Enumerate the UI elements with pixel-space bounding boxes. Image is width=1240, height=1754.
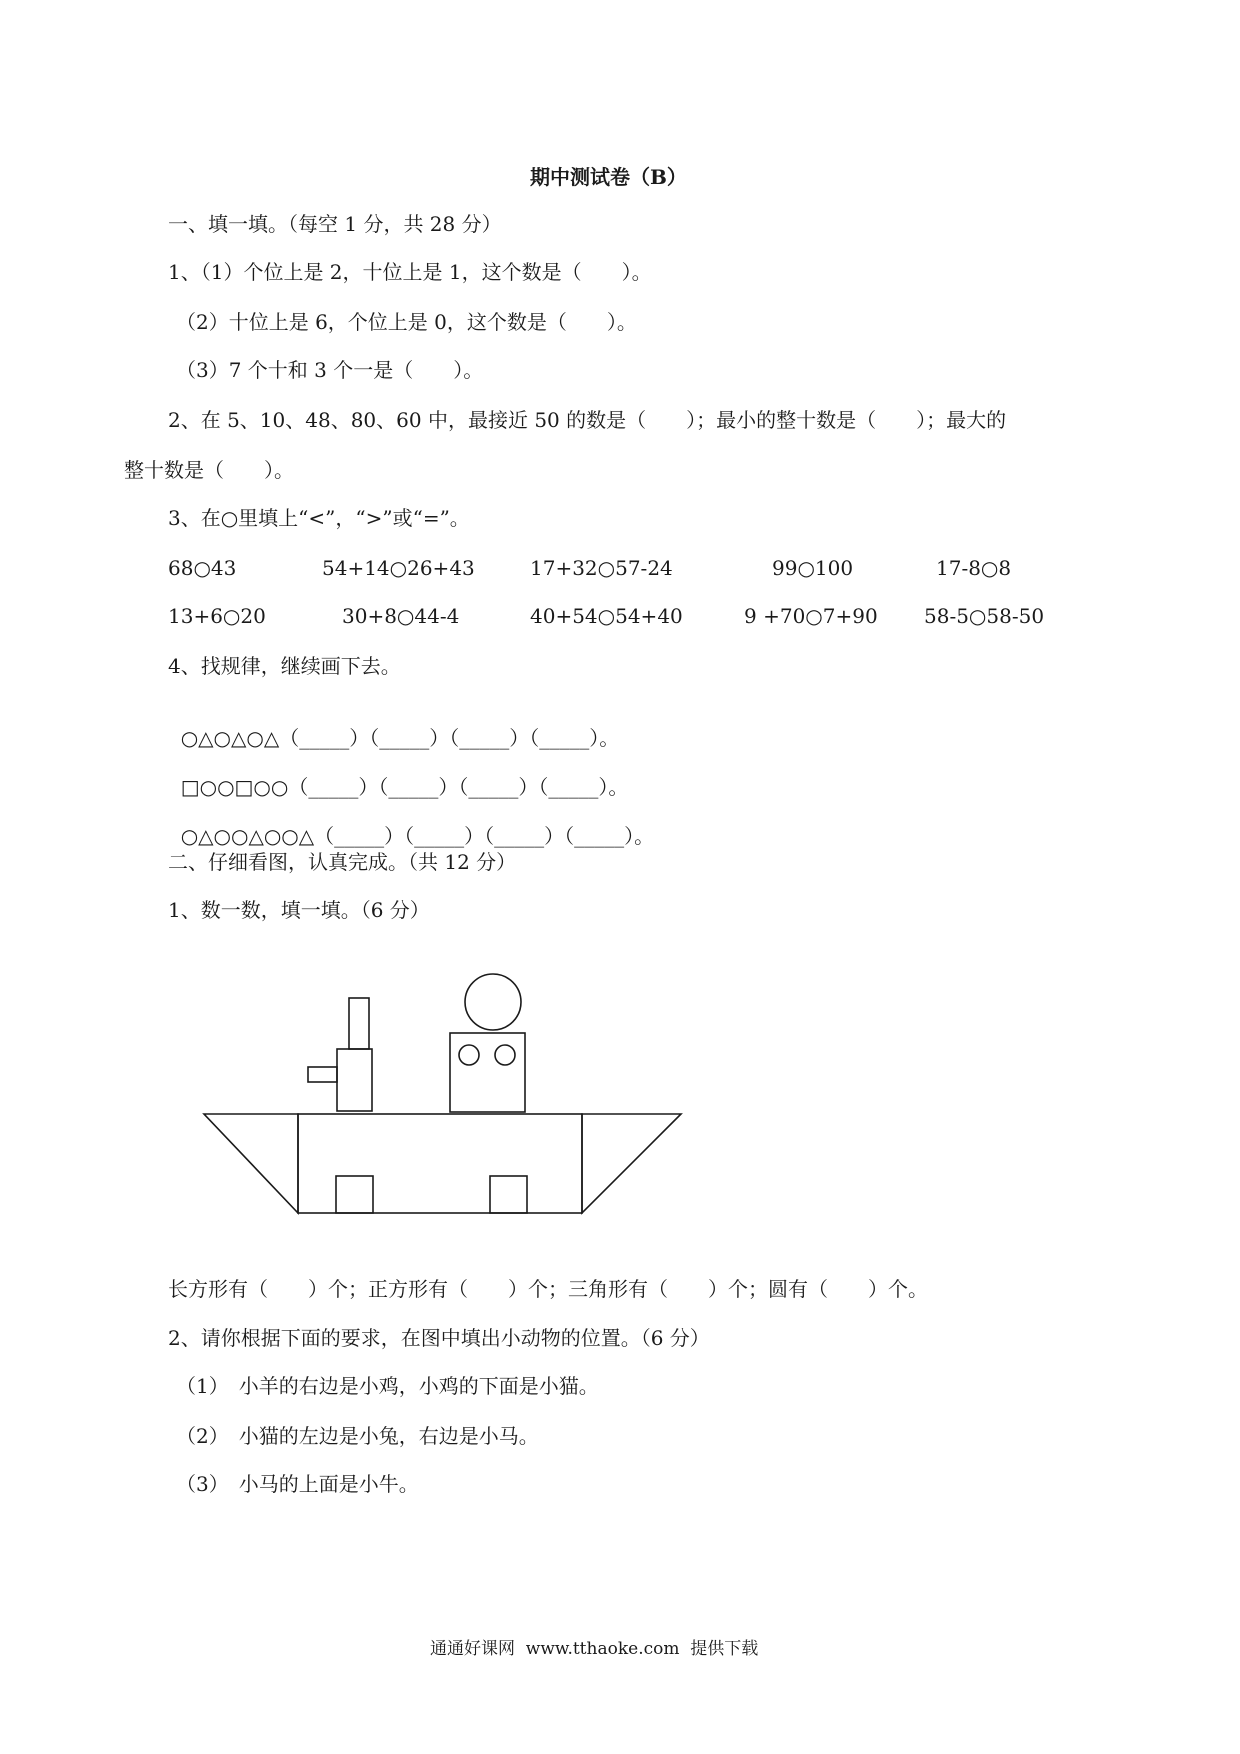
pattern-shapes: □○○□○○: [180, 775, 289, 799]
s2-q1-instruction: 1、数一数，填一填。（6 分）: [168, 898, 430, 922]
section-2-heading: 二、仔细看图，认真完成。（共 12 分）: [168, 850, 517, 874]
pattern-blank: （_____）: [378, 775, 459, 799]
s2-q2-item-1: （1） 小羊的右边是小鸡，小鸡的下面是小猫。: [176, 1374, 599, 1398]
q3-item: 68○43: [168, 556, 237, 580]
pattern-blank: （_____）: [449, 726, 530, 750]
pattern-blank: （_____）: [404, 824, 485, 848]
q4-instruction: 4、找规律，继续画下去。: [168, 654, 401, 678]
s2-q2-item-3: （3） 小马的上面是小牛。: [176, 1472, 419, 1496]
hull-triangle-right: [582, 1114, 681, 1213]
q1-part1: 1、（1）个位上是 2，十位上是 1，这个数是（ ）。: [168, 260, 652, 284]
door-square-left: [336, 1176, 373, 1213]
pattern-shapes: ○△○○△○○△: [180, 824, 315, 848]
pattern-end: 。: [599, 726, 620, 750]
q3-item: 40+54○54+40: [530, 604, 683, 628]
q3-item: 9 +70○7+90: [744, 604, 878, 628]
door-square-right: [490, 1176, 527, 1213]
cabin-rectangle: [450, 1033, 525, 1112]
q3-item: 99○100: [772, 556, 854, 580]
chimney-rectangle: [349, 998, 369, 1049]
q1-part3: （3）7 个十和 3 个一是（ ）。: [176, 358, 484, 382]
q3-item: 17+32○57-24: [530, 556, 673, 580]
q3-item: 30+8○44-4: [342, 604, 460, 628]
hull-rectangle: [298, 1114, 582, 1213]
footer-text: 通通好课网 www.tthaoke.com 提供下载: [430, 1639, 759, 1659]
q2-line1: 2、在 5、10、48、80、60 中，最接近 50 的数是（ ）；最小的整十数是（ ）；最大的: [168, 408, 1007, 432]
pattern-end: 。: [608, 775, 629, 799]
pattern-blank: （_____）: [314, 824, 405, 848]
hull-triangle-left: [204, 1114, 298, 1213]
pattern-blank: （_____）: [564, 824, 635, 848]
pattern-blank: （_____）: [288, 775, 379, 799]
pattern-blank: （_____）: [369, 726, 450, 750]
q3-item: 54+14○26+43: [322, 556, 475, 580]
q2-line2: 整十数是（ ）。: [124, 458, 294, 482]
q1-part2: （2）十位上是 6，个位上是 0，这个数是（ ）。: [176, 310, 637, 334]
page-title: 期中测试卷（B）: [530, 165, 687, 189]
window-circle-left: [459, 1045, 479, 1065]
small-side-rectangle: [308, 1067, 337, 1082]
pattern-blank: （_____）: [279, 726, 370, 750]
q3-item: 13+6○20: [168, 604, 266, 628]
q3-item: 17-8○8: [936, 556, 1012, 580]
pattern-blank: （_____）: [484, 824, 565, 848]
window-circle-right: [495, 1045, 515, 1065]
chimney-base-rectangle: [337, 1049, 372, 1111]
q3-instruction: 3、在○里填上“<”，“>”或“=”。: [168, 506, 470, 530]
section-1-heading: 一、填一填。（每空 1 分，共 28 分）: [168, 212, 502, 236]
pattern-shapes: ○△○△○△: [180, 726, 280, 750]
pattern-end: 。: [634, 824, 655, 848]
pattern-blank: （_____）: [458, 775, 539, 799]
s2-q1-answer-line: 长方形有（ ）个；正方形有（ ）个；三角形有（ ）个；圆有（ ）个。: [168, 1277, 928, 1301]
s2-q2-instruction: 2、请你根据下面的要求，在图中填出小动物的位置。（6 分）: [168, 1326, 710, 1350]
pattern-blank: （_____）: [529, 726, 600, 750]
s2-q2-item-2: （2） 小猫的左边是小兔，右边是小马。: [176, 1424, 539, 1448]
pattern-blank: （_____）: [538, 775, 609, 799]
q3-item: 58-5○58-50: [924, 604, 1045, 628]
top-circle: [465, 974, 521, 1030]
